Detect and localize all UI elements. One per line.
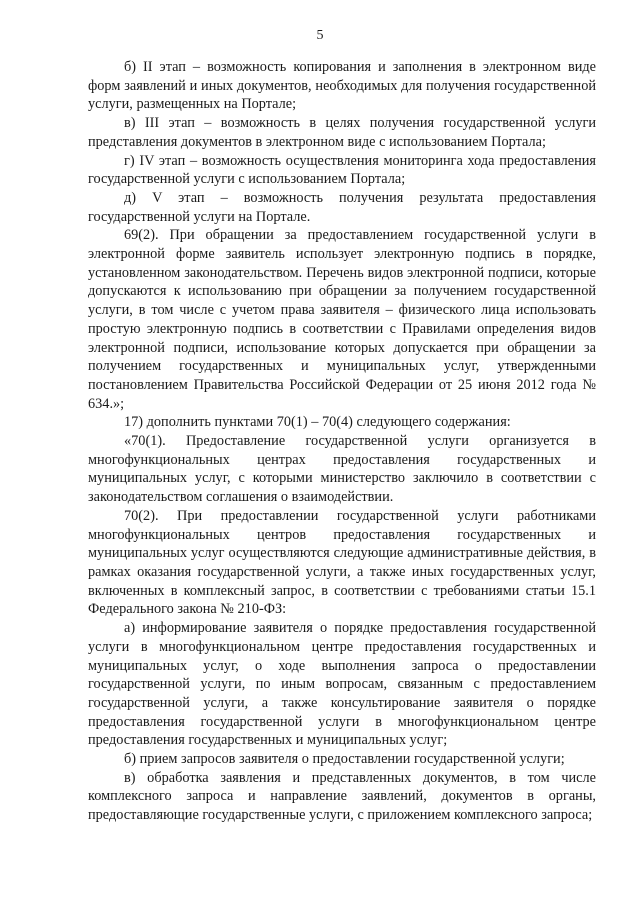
page-number: 5 (316, 28, 324, 43)
paragraph-subitem-v: в) обработка заявления и представленных документов, в том числе комплексного запроса и направление заявлений, документов в органы, предоставляющие государственные услуги, с приложением комплексного запроса; (88, 769, 596, 824)
paragraph-item-17: 17) дополнить пунктами 70(1) – 70(4) следующего содержания: (124, 414, 511, 431)
paragraph-subitem-a: а) информирование заявителя о порядке предоставления государственной услуги в многофункциональном центре предоставления государственных и муниципальных услуг, о ходе выполнения запроса о предоставлении государственной услуги, по иным вопросам, связанным с предоставлением государственной услуги, а также консультирование заявителя о порядке предоставления государственной услуги в многофункциональном центре предоставления государственных и муниципальных услуг; (88, 620, 596, 749)
paragraph-stage-5: д) V этап – возможность получения результата предоставления государственной услуги на Портале. (88, 189, 596, 225)
paragraph-70-1: «70(1). Предоставление государственной услуги организуется в многофункциональных центрах предоставления государственных и муниципальных услуг, с которыми министерство заключило в соответствии с законодательством соглашения о взаимодействии. (88, 433, 596, 506)
paragraph-69-2: 69(2). При обращении за предоставлением государственной услуги в электронной форме заявитель использует электронную подпись в порядке, установленном законодательством. Перечень видов электронной подписи, которые допускаются к использованию при обращении за получением государственной услуги, в том числе с учетом права заявителя – физического лица использовать простую электронную подпись в соответствии с Правилами определения видов электронной подписи, использование которых допускается при обращении за получением государственных и муниципальных услуг, утвержденными постановлением Правительства Российской Федерации от 25 июня 2012 года № 634.»; (88, 227, 596, 412)
document-body (88, 58, 596, 825)
paragraph-stage-2: б) II этап – возможность копирования и заполнения в электронном виде форм заявлений и иных документов, необходимых для получения государственной услуги, размещенных на Портале; (88, 59, 596, 113)
paragraph-stage-3: в) III этап – возможность в целях получения государственной услуги представления документов в электронном виде с использованием Портала; (88, 115, 596, 150)
paragraph-stage-4: г) IV этап – возможность осуществления мониторинга хода предоставления государственной услуги с использованием Портала; (88, 152, 596, 188)
paragraph-subitem-b: б) прием запросов заявителя о предоставлении государственной услуги; (124, 751, 565, 768)
paragraph-70-2: 70(2). При предоставлении государственной услуги работниками многофункциональных центров предоставления государственных и муниципальных услуг осуществляются следующие административные действия, в рамках оказания государственной услуги, а также иных государственных услуг, включенных в комплексный запрос, в соответствии с требованиями статьи 15.1 Федерального закона № 210-ФЗ: (88, 507, 596, 618)
